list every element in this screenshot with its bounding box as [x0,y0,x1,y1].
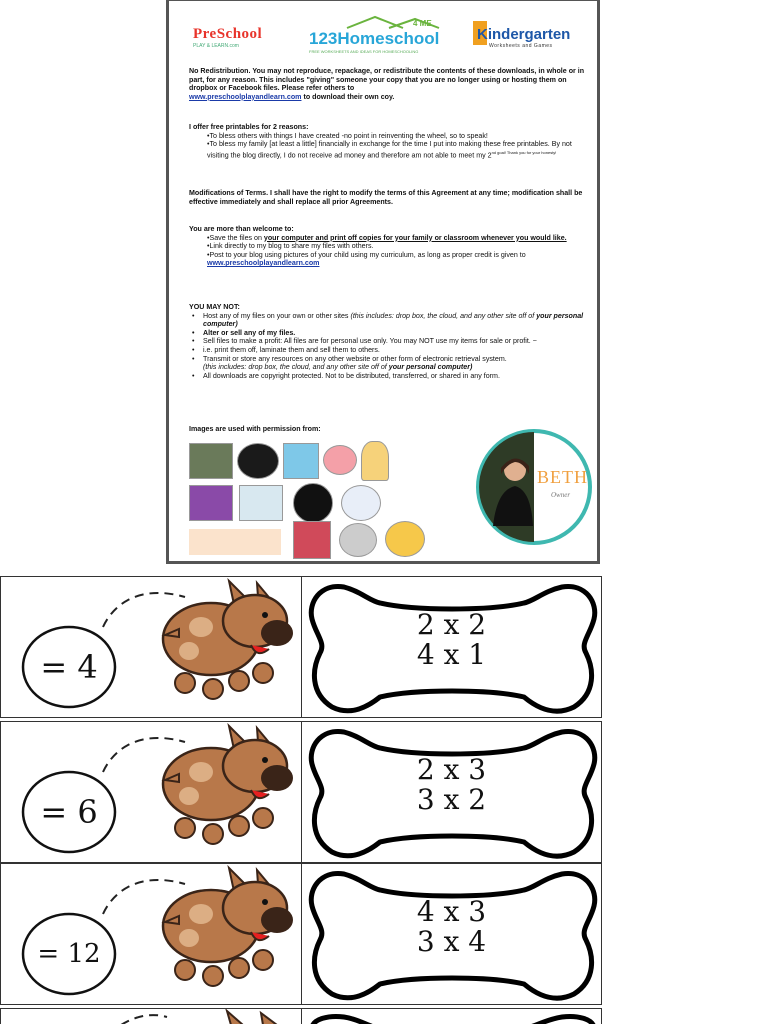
reason-2-sup: nd goal! Thank you for your honesty! [491,149,557,155]
redistribution-tail: to download their own coy. [303,92,395,101]
may-not-item-1-a: Host any of my files on your own or other sites [203,311,349,320]
bone-shape-icon [304,1011,601,1024]
terms-page [166,0,600,564]
credit-doodles-image [189,443,233,479]
credit-ashley-hughes-image [341,485,381,521]
homeschool-logo [309,17,459,57]
credit-crayons-image [189,485,233,521]
credit-doodle-image [283,443,319,479]
answer-cell [0,1008,302,1024]
reasons-section [189,123,589,160]
multiplication-problems [301,755,602,815]
may-not-item-4: • i.e. print them off, laminate them and sell them to others. [189,346,589,355]
answer-cell [0,576,302,718]
problem-line-2: 3 x 2 [416,783,487,816]
credit-owl-image [339,523,377,557]
homeschool-logo-sup: 4 ME [413,19,432,28]
welcome-item-2: •Link directly to my blog to share my files with others. [207,242,374,251]
may-not-heading: YOU MAY NOT: [189,303,240,311]
reason-2-text: •To bless my family [at least a little] financially in exchange for the time I put into making these free printables. By not visiting the blog directly, I do not receive ad money and therefore am not able to meet my 2 [207,140,572,160]
problem-line-1: 2 x 2 [416,608,487,641]
answer-text: = 6 [40,793,98,831]
puppy-icon [81,1009,303,1024]
may-not-item-1-c: your personal computer) [203,311,584,329]
modifications-paragraph: Modifications of Terms. I shall have the right to modify the terms of this Agreement at any time; modification shall be effective immediately and shall replace all prior Agreements. [189,189,583,206]
match-card-partial [0,1008,602,1024]
may-not-item-6: • All downloads are copyright protected. Not to be distributed, transferred, or shared in any form. [189,372,589,381]
welcome-item-3-text: •Post to your blog using pictures of your child using my curriculum, as long as proper credit is given to [207,250,526,259]
puppy-icon [81,722,303,864]
problem-line-2: 4 x 1 [416,638,487,671]
multiplication-problems [301,897,602,957]
may-not-section [189,303,589,380]
credit-bird-image [239,485,283,521]
bone-cell [301,1008,602,1024]
welcome-item-1-b: your computer and print off copies for your family or classroom whenever you would like. [263,233,567,242]
welcome-heading: You are more than welcome to: [189,225,294,233]
may-not-item-5-c: your personal computer) [388,363,473,372]
credit-scrapbook-image [385,521,425,557]
beth-role: Owner [551,491,571,499]
clipart-credits-grid [189,441,429,559]
answer-cell [0,721,302,863]
logo-row [189,17,589,57]
site-link[interactable]: www.preschoolplayandlearn.com [189,92,302,101]
match-card [0,576,602,718]
may-not-item-5-b: (this includes: drop box, the cloud, and any other site off of [203,363,387,372]
problem-line-2: 3 x 4 [416,925,487,958]
answer-text: = 12 [37,939,101,969]
reason-2 [189,140,589,160]
match-card [0,863,602,1005]
welcome-item-3 [189,251,589,268]
welcome-section [189,225,589,268]
homeschool-logo-text: 123Homeschool [309,28,440,48]
beth-name: BETH [537,467,588,487]
preschool-logo-text: PreSchool [193,25,263,42]
credit-creative-clips-image [293,483,333,523]
may-not-item-1-b: (this includes: drop box, the cloud, and any other site off of [350,311,535,320]
redistribution-text: No Redistribution. You may not reproduce, repackage, or redistribute the contents of these downloads, in whole or in part, for any reason. This includes "giving" someone your copy that you are no longer using or hosting them on dropbox or Facebook files. Please refer others to [189,67,585,93]
homeschool-logo-subtext: FREE WORKSHEETS AND IDEAS FOR HOMESCHOOLING [309,48,419,54]
may-not-item-5 [189,355,589,372]
credit-tongues-image [293,521,331,559]
reason-1: •To bless others with things I have created -no point in reinventing the wheel, so to speak! [207,131,488,140]
match-card [0,721,602,863]
problem-line-1: 2 x 3 [416,753,487,786]
answer-text: = 4 [40,648,98,686]
multiplication-problems [301,610,602,670]
welcome-item-1-a: •Save the files on [207,233,264,242]
images-heading: Images are used with permission from: [189,425,321,433]
credit-flower-image [323,445,357,475]
redistribution-paragraph [189,67,589,101]
may-not-item-5-a: Transmit or store any resources on any other website or other form of electronic retrieval system. [203,354,507,363]
preschool-logo-subtext: PLAY & LEARN.com [193,42,239,49]
puppy-icon [81,577,303,719]
may-not-item-3: • Sell files to make a profit: All files are for personal use only. You may NOT use my items for sale or profit. ~ [189,337,589,346]
preschool-logo [193,17,281,57]
welcome-site-link[interactable]: www.preschoolplayandlearn.com [207,259,320,268]
kindergarten-logo-text: Kindergarten [477,25,571,43]
may-not-item-1 [189,312,589,329]
kindergarten-logo [477,17,597,57]
puppy-icon [81,864,303,1006]
credit-educlips-image [237,443,279,479]
may-not-item-2: • Alter or sell any of my files. [189,329,589,338]
reasons-heading: I offer free printables for 2 reasons: [189,123,309,131]
welcome-item-1 [189,234,589,243]
credit-ramoriom-image [189,529,281,555]
answer-cell [0,863,302,1005]
kindergarten-logo-subtext: Worksheets and Games [489,42,553,49]
problem-line-1: 4 x 3 [416,895,487,928]
credit-girl-image [361,441,389,481]
